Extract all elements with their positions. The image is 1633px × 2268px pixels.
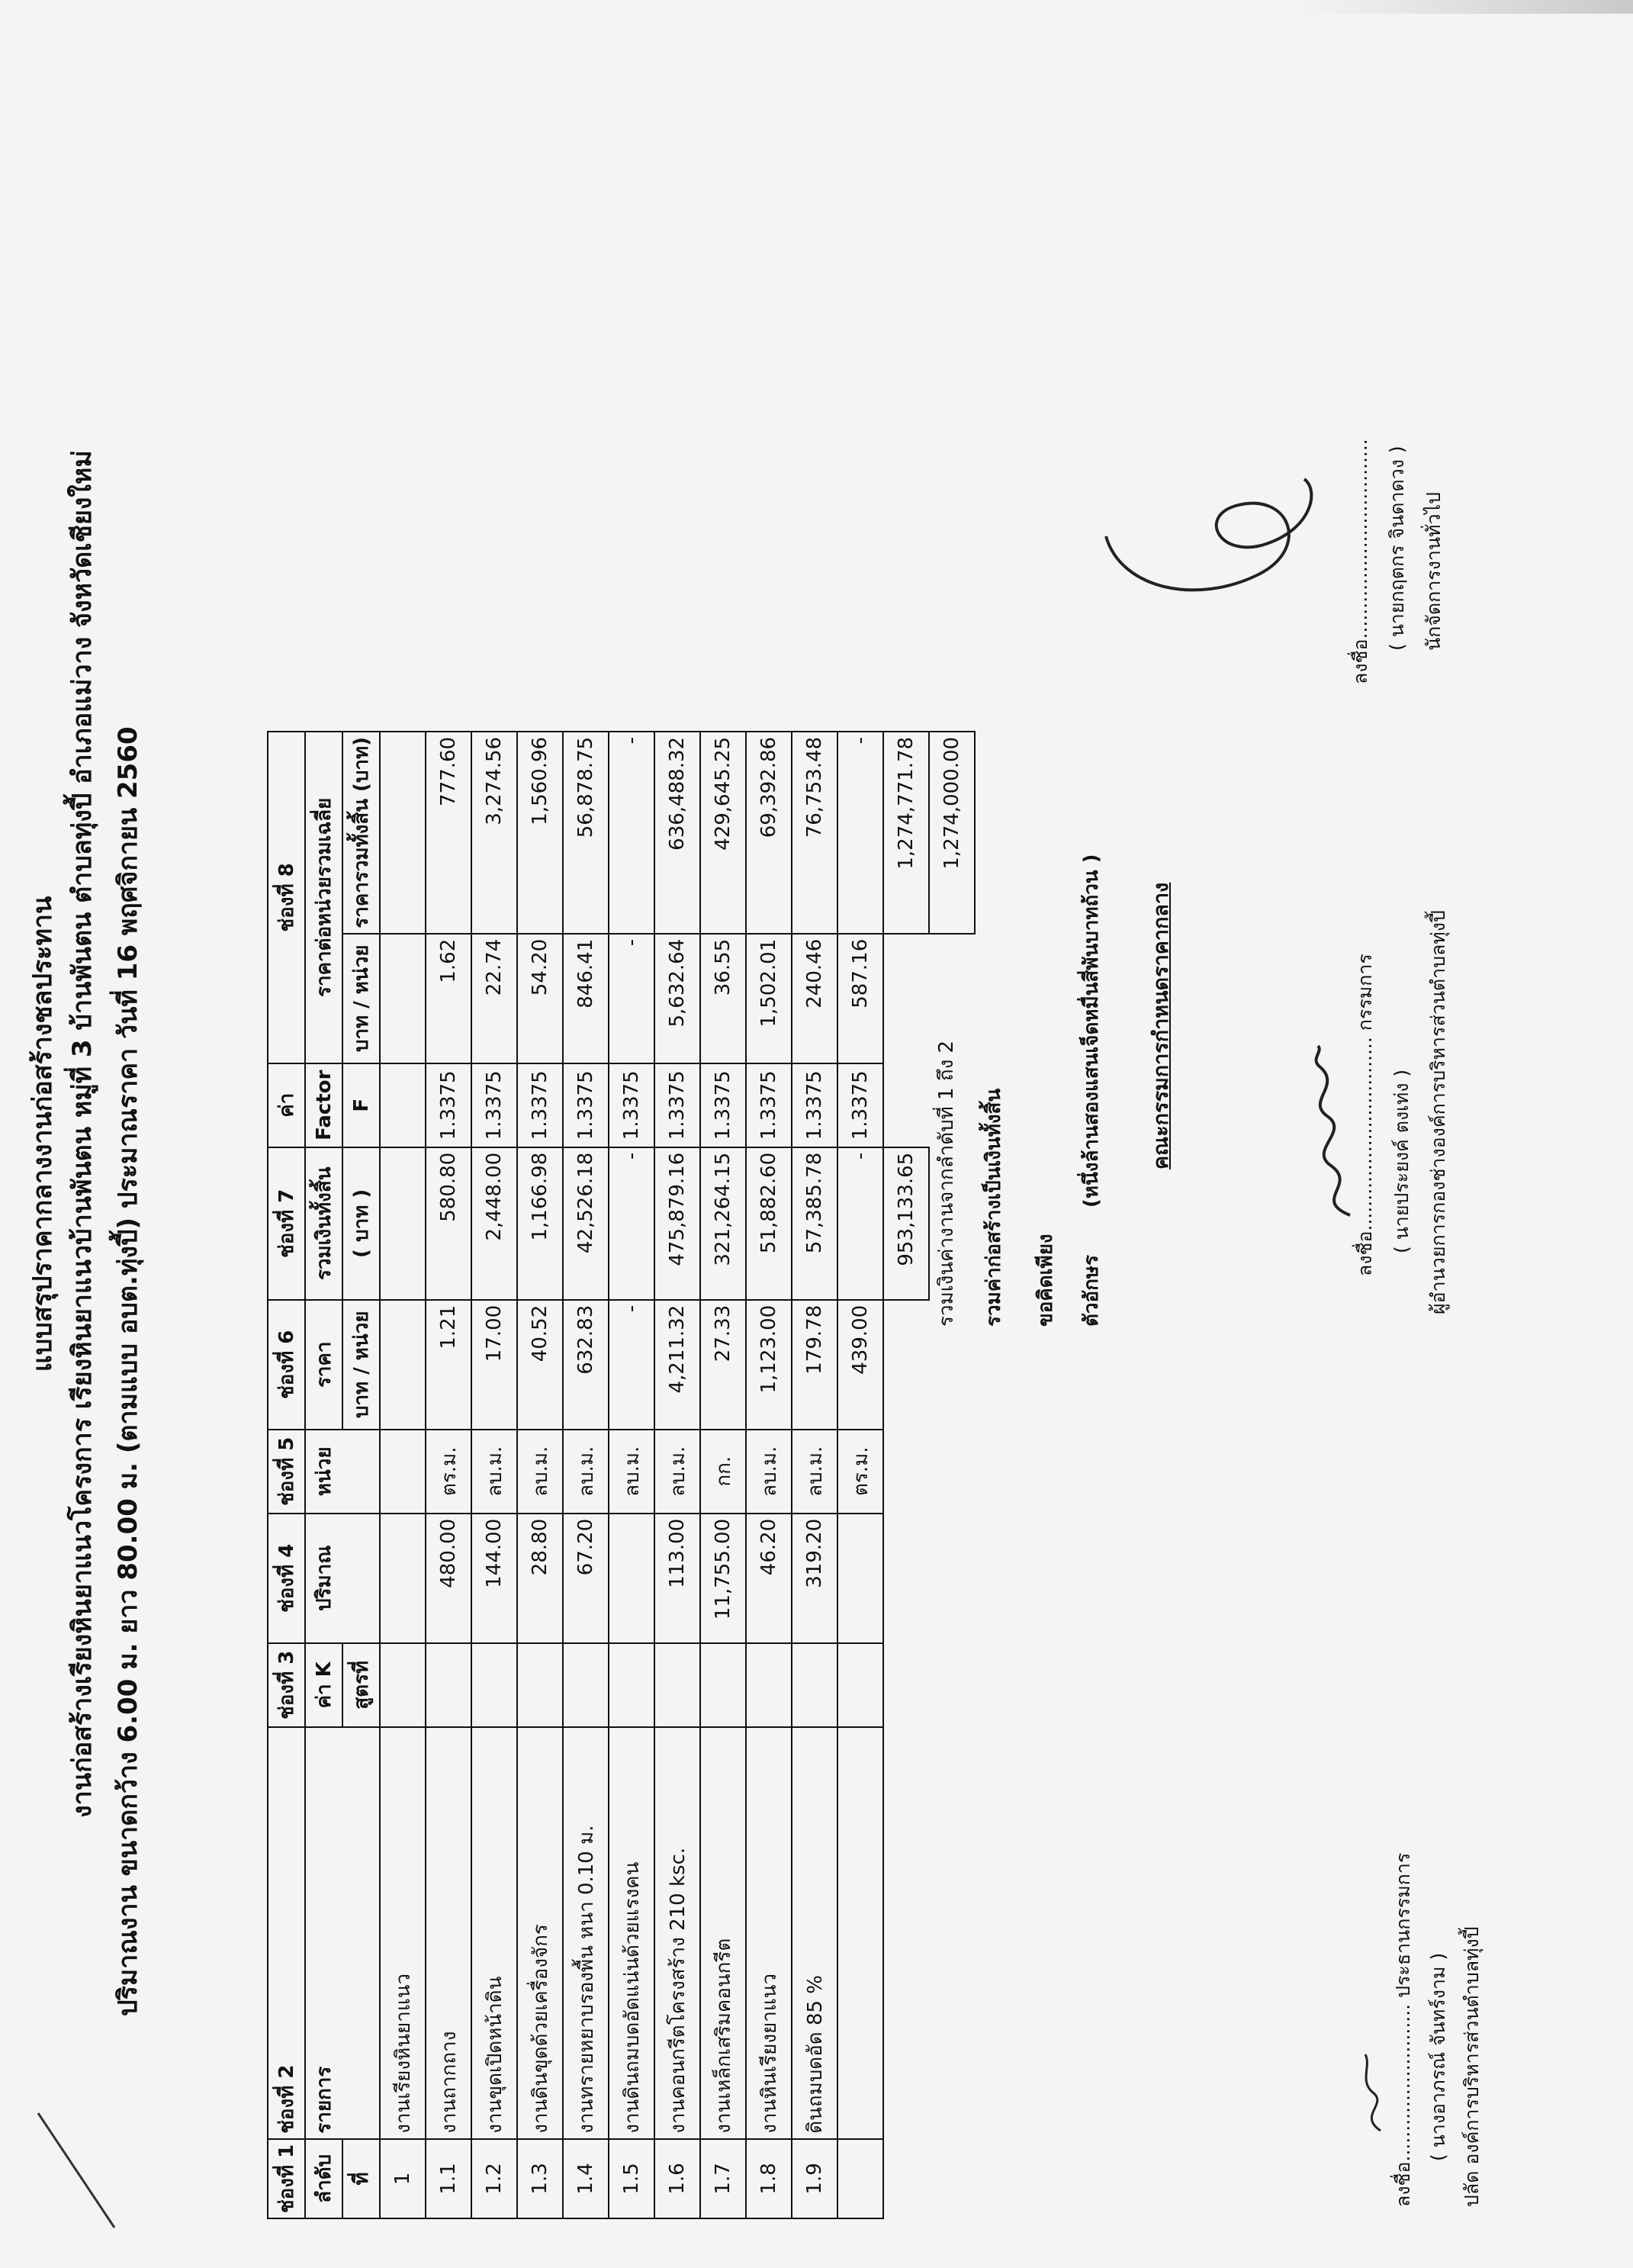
- col-8-total-head: ราคารวมทั้งสิ้น (บาท): [342, 732, 380, 934]
- rounded-total-value: 1,274,000.00: [929, 732, 975, 934]
- cell-unit_avg: 240.46: [792, 934, 837, 1063]
- col-1-sub2: ที่: [342, 2139, 380, 2218]
- cell-price: -: [609, 1300, 654, 1430]
- cell-factor: 1.3375: [746, 1063, 792, 1147]
- cell-factor: 1.3375: [471, 1063, 517, 1147]
- cell-total_avg: 76,753.48: [792, 732, 837, 934]
- col-3-sub2: สูตรที่: [342, 1643, 380, 1727]
- cell-unit: [380, 1430, 426, 1514]
- col-2-head: ช่องที่ 2: [268, 1727, 305, 2139]
- cell-k: [792, 1643, 837, 1727]
- col-4-head: ช่องที่ 4: [268, 1514, 305, 1643]
- cell-factor: 1.3375: [654, 1063, 700, 1147]
- col-7-sub: รวมเงินทั้งสิ้น: [305, 1147, 342, 1300]
- cell-price: 179.78: [792, 1300, 837, 1430]
- grand-total-value: 1,274,771.78: [883, 732, 929, 934]
- sign-2-dots: ................................: [1354, 1037, 1376, 1231]
- cell-unit: ลบ.ม.: [746, 1430, 792, 1514]
- cell-qty: 11,755.00: [700, 1514, 746, 1643]
- cell-no: 1.4: [563, 2139, 609, 2218]
- sign-3-prefix: ลงชื่อ: [1349, 639, 1371, 684]
- cell-unit_avg: 36.55: [700, 934, 746, 1063]
- cell-total_avg: 56,878.75: [563, 732, 609, 934]
- cell-item: ดินถมบดอัด 85 %: [792, 1727, 837, 2139]
- cell-price: [380, 1300, 426, 1430]
- header-row-2: [305, 732, 342, 2218]
- cell-unit_avg: 1,502.01: [746, 934, 792, 1063]
- cell-k: [746, 1643, 792, 1727]
- cell-k: [563, 1643, 609, 1727]
- cell-price: 4,211.32: [654, 1300, 700, 1430]
- sign-3-dots: .................................: [1349, 439, 1371, 639]
- round-label: ขอคิดเพียง: [1034, 1234, 1057, 1327]
- summary-sum-row: [883, 732, 929, 2218]
- cell-factor: 1.3375: [700, 1063, 746, 1147]
- cell-item: งานทรายหยาบรองพื้น หนา 0.10 ม.: [563, 1727, 609, 2139]
- col-1-head: ช่องที่ 1: [268, 2139, 305, 2218]
- table-row: [609, 732, 654, 2218]
- table-row: [792, 732, 837, 2218]
- words-label: ตัวอักษร: [1080, 1255, 1103, 1327]
- cell-qty: [609, 1514, 654, 1643]
- col-1-sub: ลำดับ: [305, 2139, 342, 2218]
- cell-factor: 1.3375: [563, 1063, 609, 1147]
- cell-item: งานหินเรียงยาแนว: [746, 1727, 792, 2139]
- title-line-2: งานก่อสร้างเรียงหินยาแนวโครงการ เรียงหินยาแนวบ้านพันตน หมู่ที่ 3 บ้านพันตน ตำบลทุ่งปี้ อำเภอแม่วาง จังหวัดเชียงใหม่: [67, 450, 98, 1818]
- col-7-sub2: ( บาท ): [342, 1147, 380, 1300]
- cell-factor: [380, 1063, 426, 1147]
- cell-no: 1.6: [654, 2139, 700, 2218]
- sign-1-position: ปลัด องค์การบริหารส่วนตำบลทุ่งปี้: [1461, 1926, 1483, 2207]
- col-4-sub: ปริมาณ: [305, 1514, 380, 1643]
- cell-unit: ลบ.ม.: [609, 1430, 654, 1514]
- cell-total: -: [837, 1147, 883, 1300]
- sign-2-role: กรรมการ: [1354, 954, 1376, 1031]
- cell-total: 475,879.16: [654, 1147, 700, 1300]
- cell-total_avg: -: [609, 732, 654, 934]
- cell-qty: [380, 1514, 426, 1643]
- cell-unit_avg: -: [609, 934, 654, 1063]
- cell-qty: 67.20: [563, 1514, 609, 1643]
- cell-item: งานขุดเปิดหน้าดิน: [471, 1727, 517, 2139]
- cell-factor: 1.3375: [837, 1063, 883, 1147]
- cell-qty: 480.00: [426, 1514, 471, 1643]
- cell-total: 321,264.15: [700, 1147, 746, 1300]
- table-row: [426, 732, 471, 2218]
- cell-unit: ตร.ม.: [426, 1430, 471, 1514]
- signature-1-mark: [1350, 2047, 1396, 2138]
- cell-k: [471, 1643, 517, 1727]
- table-row: [380, 732, 426, 2218]
- summary-round-row: [929, 732, 975, 2218]
- col-2-sub: รายการ: [305, 1727, 380, 2139]
- sign-1-dots: ..........................: [1392, 2003, 1414, 2162]
- cell-k: [426, 1643, 471, 1727]
- sign-1-role: ประธานกรรมการ: [1392, 1852, 1414, 1998]
- cell-unit_avg: [380, 934, 426, 1063]
- cell-item: งานดินขุดด้วยเครื่องจักร: [517, 1727, 563, 2139]
- cell-no: 1.8: [746, 2139, 792, 2218]
- cell-unit_avg: 22.74: [471, 934, 517, 1063]
- title-line-1: แบบสรุปราคากลางงานก่อสร้างชลประทาน: [27, 896, 58, 1372]
- cell-price: 1,123.00: [746, 1300, 792, 1430]
- table-row: [517, 732, 563, 2218]
- cell-item: งานคอนกรีตโครงสร้าง 210 ksc.: [654, 1727, 700, 2139]
- cell-item: งานดินถมบดอัดแน่นด้วยแรงคน: [609, 1727, 654, 2139]
- cell-price: 1.21: [426, 1300, 471, 1430]
- cell-item: [837, 1727, 883, 2139]
- cell-unit: ตร.ม.: [837, 1430, 883, 1514]
- cell-qty: 319.20: [792, 1514, 837, 1643]
- sign-3: [1345, 439, 1376, 684]
- col-6-sub: ราคา: [305, 1300, 342, 1430]
- sign-3-name: ( นายกฤตกร จินดาดวง ): [1386, 446, 1408, 651]
- sign-2-name: ( นายประยงค์ ตงเท่ง ): [1390, 1069, 1413, 1253]
- cell-factor: 1.3375: [517, 1063, 563, 1147]
- cell-qty: 144.00: [471, 1514, 517, 1643]
- sign-2-position: ผู้อำนวยการกองช่างองค์การบริหารส่วนตำบลทุ่งปี้: [1427, 910, 1449, 1314]
- cell-qty: [837, 1514, 883, 1643]
- cell-item: งานถากถาง: [426, 1727, 471, 2139]
- cell-unit: ลบ.ม.: [654, 1430, 700, 1514]
- cell-unit: ลบ.ม.: [563, 1430, 609, 1514]
- cell-factor: 1.3375: [426, 1063, 471, 1147]
- table-body: [380, 732, 883, 2218]
- col-8-unit-head: บาท / หน่วย: [342, 934, 380, 1063]
- cell-k: [700, 1643, 746, 1727]
- cell-qty: 28.80: [517, 1514, 563, 1643]
- cell-total_avg: 777.60: [426, 732, 471, 934]
- table-row: [746, 732, 792, 2218]
- cell-total: 580.80: [426, 1147, 471, 1300]
- cell-no: 1.1: [426, 2139, 471, 2218]
- cell-price: 27.33: [700, 1300, 746, 1430]
- table-row: [563, 732, 609, 2218]
- cell-total: 57,385.78: [792, 1147, 837, 1300]
- cell-total: 42,526.18: [563, 1147, 609, 1300]
- committee-title: คณะกรรมการกำหนดราคากลาง: [1149, 882, 1173, 1169]
- cell-no: 1.5: [609, 2139, 654, 2218]
- col-8-sub: ราคาต่อหน่วยรวมเฉลี่ย: [305, 732, 342, 1063]
- col-3-sub: ค่า K: [305, 1643, 342, 1727]
- sign-2-prefix: ลงชื่อ: [1354, 1231, 1376, 1276]
- col-3-head: ช่องที่ 3: [268, 1643, 305, 1727]
- sign-3-position: นักจัดการงานทั่วไป: [1422, 491, 1445, 651]
- cell-price: 17.00: [471, 1300, 517, 1430]
- cell-unit: ลบ.ม.: [517, 1430, 563, 1514]
- cell-total_avg: 1,560.96: [517, 732, 563, 934]
- cell-unit_avg: 5,632.64: [654, 934, 700, 1063]
- cell-factor: 1.3375: [792, 1063, 837, 1147]
- sign-1-name: ( นางอาภรณ์ จันทร์งาม ): [1427, 1952, 1449, 2161]
- cell-no: 1.2: [471, 2139, 517, 2218]
- words-value: (หนึ่งล้านสองแสนเจ็ดหมื่นสี่พันบาทถ้วน ): [1080, 854, 1103, 1208]
- cell-total_avg: 3,274.56: [471, 732, 517, 934]
- sum-label: รวมเงินค่างานจากลำดับที่ 1 ถึง 2: [935, 1040, 958, 1327]
- cell-no: 1.7: [700, 2139, 746, 2218]
- cell-total_avg: 69,392.86: [746, 732, 792, 934]
- col-f-head: ค่า: [268, 1063, 305, 1147]
- header-row-1: [268, 732, 305, 2218]
- table-row: [700, 732, 746, 2218]
- col-5-sub: หน่วย: [305, 1430, 380, 1514]
- cell-k: [609, 1643, 654, 1727]
- table-row: [837, 732, 883, 2218]
- cell-unit: กก.: [700, 1430, 746, 1514]
- cell-unit_avg: 587.16: [837, 934, 883, 1063]
- cell-total_avg: -: [837, 732, 883, 934]
- cell-k: [654, 1643, 700, 1727]
- cell-price: 439.00: [837, 1300, 883, 1430]
- cell-unit: ลบ.ม.: [792, 1430, 837, 1514]
- cell-unit_avg: 1.62: [426, 934, 471, 1063]
- table-row: [654, 732, 700, 2218]
- col-f-sub: Factor: [305, 1063, 342, 1147]
- total-label: รวมค่าก่อสร้างเป็นเงินทั้งสิ้น: [982, 1088, 1005, 1327]
- cell-k: [380, 1643, 426, 1727]
- signature-2-mark: [1297, 1040, 1365, 1223]
- sum-value: 953,133.65: [883, 1147, 929, 1300]
- col-7-head: ช่องที่ 7: [268, 1147, 305, 1300]
- sign-1-prefix: ลงชื่อ: [1392, 2161, 1414, 2207]
- cell-k: [517, 1643, 563, 1727]
- cell-total: [380, 1147, 426, 1300]
- cell-total: -: [609, 1147, 654, 1300]
- cell-factor: 1.3375: [609, 1063, 654, 1147]
- col-f-sub2: F: [342, 1063, 380, 1147]
- table-row: [471, 732, 517, 2218]
- cell-total_avg: 636,488.32: [654, 732, 700, 934]
- signature-3-mark: [1091, 468, 1342, 620]
- col-5-head: ช่องที่ 5: [268, 1430, 305, 1514]
- cell-total_avg: 429,645.25: [700, 732, 746, 934]
- title-line-3: ปริมาณงาน ขนาดกว้าง 6.00 ม. ยาว 80.00 ม. (ตามแบบ อบต.ทุ่งปี้) ประมาณราคา วันที่ 16 พฤศจิกายน 2560: [113, 726, 143, 2016]
- cell-qty: 113.00: [654, 1514, 700, 1643]
- cell-item: งานเรียงหินยาแนว: [380, 1727, 426, 2139]
- cell-total: 2,448.00: [471, 1147, 517, 1300]
- cell-total: 1,166.98: [517, 1147, 563, 1300]
- col-6-sub2: บาท / หน่วย: [342, 1300, 380, 1430]
- cell-unit: ลบ.ม.: [471, 1430, 517, 1514]
- col-8-head: ช่องที่ 8: [268, 732, 305, 1063]
- col-6-head: ช่องที่ 6: [268, 1300, 305, 1430]
- cell-item: งานเหล็กเสริมคอนกรีต: [700, 1727, 746, 2139]
- cell-no: [837, 2139, 883, 2218]
- cell-no: 1.9: [792, 2139, 837, 2218]
- cell-no: 1.3: [517, 2139, 563, 2218]
- cell-total_avg: [380, 732, 426, 934]
- cell-qty: 46.20: [746, 1514, 792, 1643]
- cell-total: 51,882.60: [746, 1147, 792, 1300]
- cell-price: 40.52: [517, 1300, 563, 1430]
- sign-1: [1388, 1853, 1419, 2207]
- cell-unit_avg: 54.20: [517, 934, 563, 1063]
- cell-no: 1: [380, 2139, 426, 2218]
- cell-price: 632.83: [563, 1300, 609, 1430]
- cell-unit_avg: 846.41: [563, 934, 609, 1063]
- price-table: [267, 731, 976, 2219]
- cell-k: [837, 1643, 883, 1727]
